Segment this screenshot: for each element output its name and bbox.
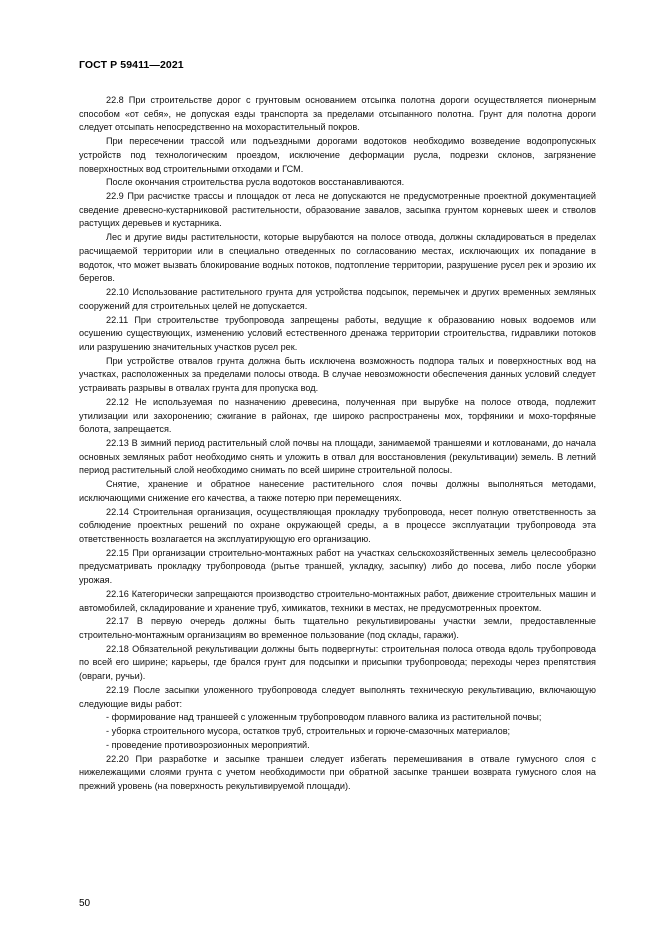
paragraph: Лес и другие виды растительности, которые вырубаются на полосе отвода, должны складироваться в пределах расчищаемой территории или в специально отведенных по согласованию местах, исключающих их попадание в водоток, что может вызвать блокирование водных потоков, подтопление территории, разрушение русел рек и эрозию их берегов. xyxy=(79,232,596,284)
paragraph-22-8: 22.8 При строительстве дорог с грунтовым основанием отсыпка полотна дороги осуществляется пионерным способом «от себя», не допуская езды транспорта за пределами отсыпанного полотна. Грунт для полотна дороги следует отсыпать непосредственно на мохорастительный покров. xyxy=(79,95,596,133)
paragraph-22-10: 22.10 Использование растительного грунта для устройства подсыпок, перемычек и других временных земляных сооружений для строительных целей не допускается. xyxy=(79,287,596,311)
paragraph-22-19: 22.19 После засыпки уложенного трубопровода следует выполнять техническую рекультивацию, включающую следующие виды работ: xyxy=(79,684,596,709)
paragraph-22-17: 22.17 В первую очередь должны быть тщательно рекультивированы участки земли, предоставленные строительно-монтажным организациям во временное пользование (под склады, гаражи). xyxy=(79,616,596,641)
paragraph-22-18: 22.18 Обязательной рекультивации должны быть подвергнуты: строительная полоса отвода вдоль трубопровода по всей его ширине; карьеры, где брался грунт для подсыпки и присыпки трубопровода; переходы через препятствия (овраги, ручьи). xyxy=(79,643,596,682)
paragraph: При устройстве отвалов грунта должна быть исключена возможность подпора талых и поверхностных вод на участках, расположенных за пределами полосы отвода. В случае невозможности обеспечения данных условий следует устраивать разрывы в отвалах грунта для пропуска вод. xyxy=(79,355,596,394)
list-item: - проведение противоэрозионных мероприятий. xyxy=(106,739,310,750)
paragraph: При пересечении трассой или подъездными дорогами водотоков необходимо возведение водопропускных устройств под технологическим проездом, исключение деформации русла, подрезки склонов, загрязнение поверхностных вод строительными отходами и ГСМ. xyxy=(79,136,596,174)
paragraph: Снятие, хранение и обратное нанесение растительного слоя почвы должны выполняться методами, исключающими снижение его качества, а также потерю при перемещениях. xyxy=(79,479,596,503)
paragraph-22-20: 22.20 При разработке и засыпке траншеи следует избегать перемешивания в отвале гумусного слоя с нижележащими слоями грунта с учетом необходимости при обратной засыпке траншеи возврата гумусного слоя на прежний уровень (на поверхность рекультивируемой площади). xyxy=(79,753,596,791)
document-body xyxy=(79,94,596,794)
paragraph-22-15: 22.15 При организации строительно-монтажных работ на участках сельскохозяйственных земель целесообразно предусматривать прокладку трубопровода (рытье траншей, укладку, засыпку) либо до посева, либо после уборки урожая. xyxy=(79,547,596,586)
paragraph-22-16: 22.16 Категорически запрещаются производство строительно-монтажных работ, движение строительных машин и автомобилей, складирование и хранение труб, химикатов, техники в местах, не предусмотренных проектом. xyxy=(79,588,596,613)
paragraph-22-12: 22.12 Не используемая по назначению древесина, полученная при вырубке на полосе отвода, подлежит утилизации или захоронению; сжигание в районах, где широко распространены мох, торфяники и мохо-торфяные болота, запрещается. xyxy=(79,396,596,435)
paragraph-22-13: 22.13 В зимний период растительный слой почвы на площади, занимаемой траншеями и котлованами, до начала основных земляных работ необходимо снять и уложить в отвал для восстановления (рекультивации) земель. В летний период растительный слой необходимо снимать по всей ширине строительной полосы. xyxy=(79,437,596,476)
list-item: - уборка строительного мусора, остатков труб, строительных и горюче-смазочных материалов; xyxy=(106,726,511,737)
document-header: ГОСТ Р 59411—2021 xyxy=(79,59,184,71)
paragraph-22-9: 22.9 При расчистке трассы и площадок от леса не допускаются не предусмотренные проектной документацией сведение древесно-кустарниковой растительности, образование завалов, засыпка грунтом корневых шеек и стволов растущих деревьев и кустарника. xyxy=(79,191,596,229)
list-item: - формирование над траншеей с уложенным трубопроводом плавного валика из растительной почвы; xyxy=(106,712,542,723)
paragraph-22-14: 22.14 Строительная организация, осуществляющая прокладку трубопровода, несет полную ответственность за соблюдение проектных решений по охране окружающей среды, а в процессе эксплуатации трубопровода эта ответственность возлагается на эксплуатирующую его организацию. xyxy=(79,506,596,544)
page-number: 50 xyxy=(79,898,91,909)
paragraph-22-11: 22.11 При строительстве трубопровода запрещены работы, ведущие к образованию новых водоемов или осушению существующих, изменению условий естественного дренажа территории строительства, гидравлики потоков или разрушению значительных участков русел рек. xyxy=(79,314,596,352)
paragraph: После окончания строительства русла водотоков восстанавливаются. xyxy=(106,177,405,188)
